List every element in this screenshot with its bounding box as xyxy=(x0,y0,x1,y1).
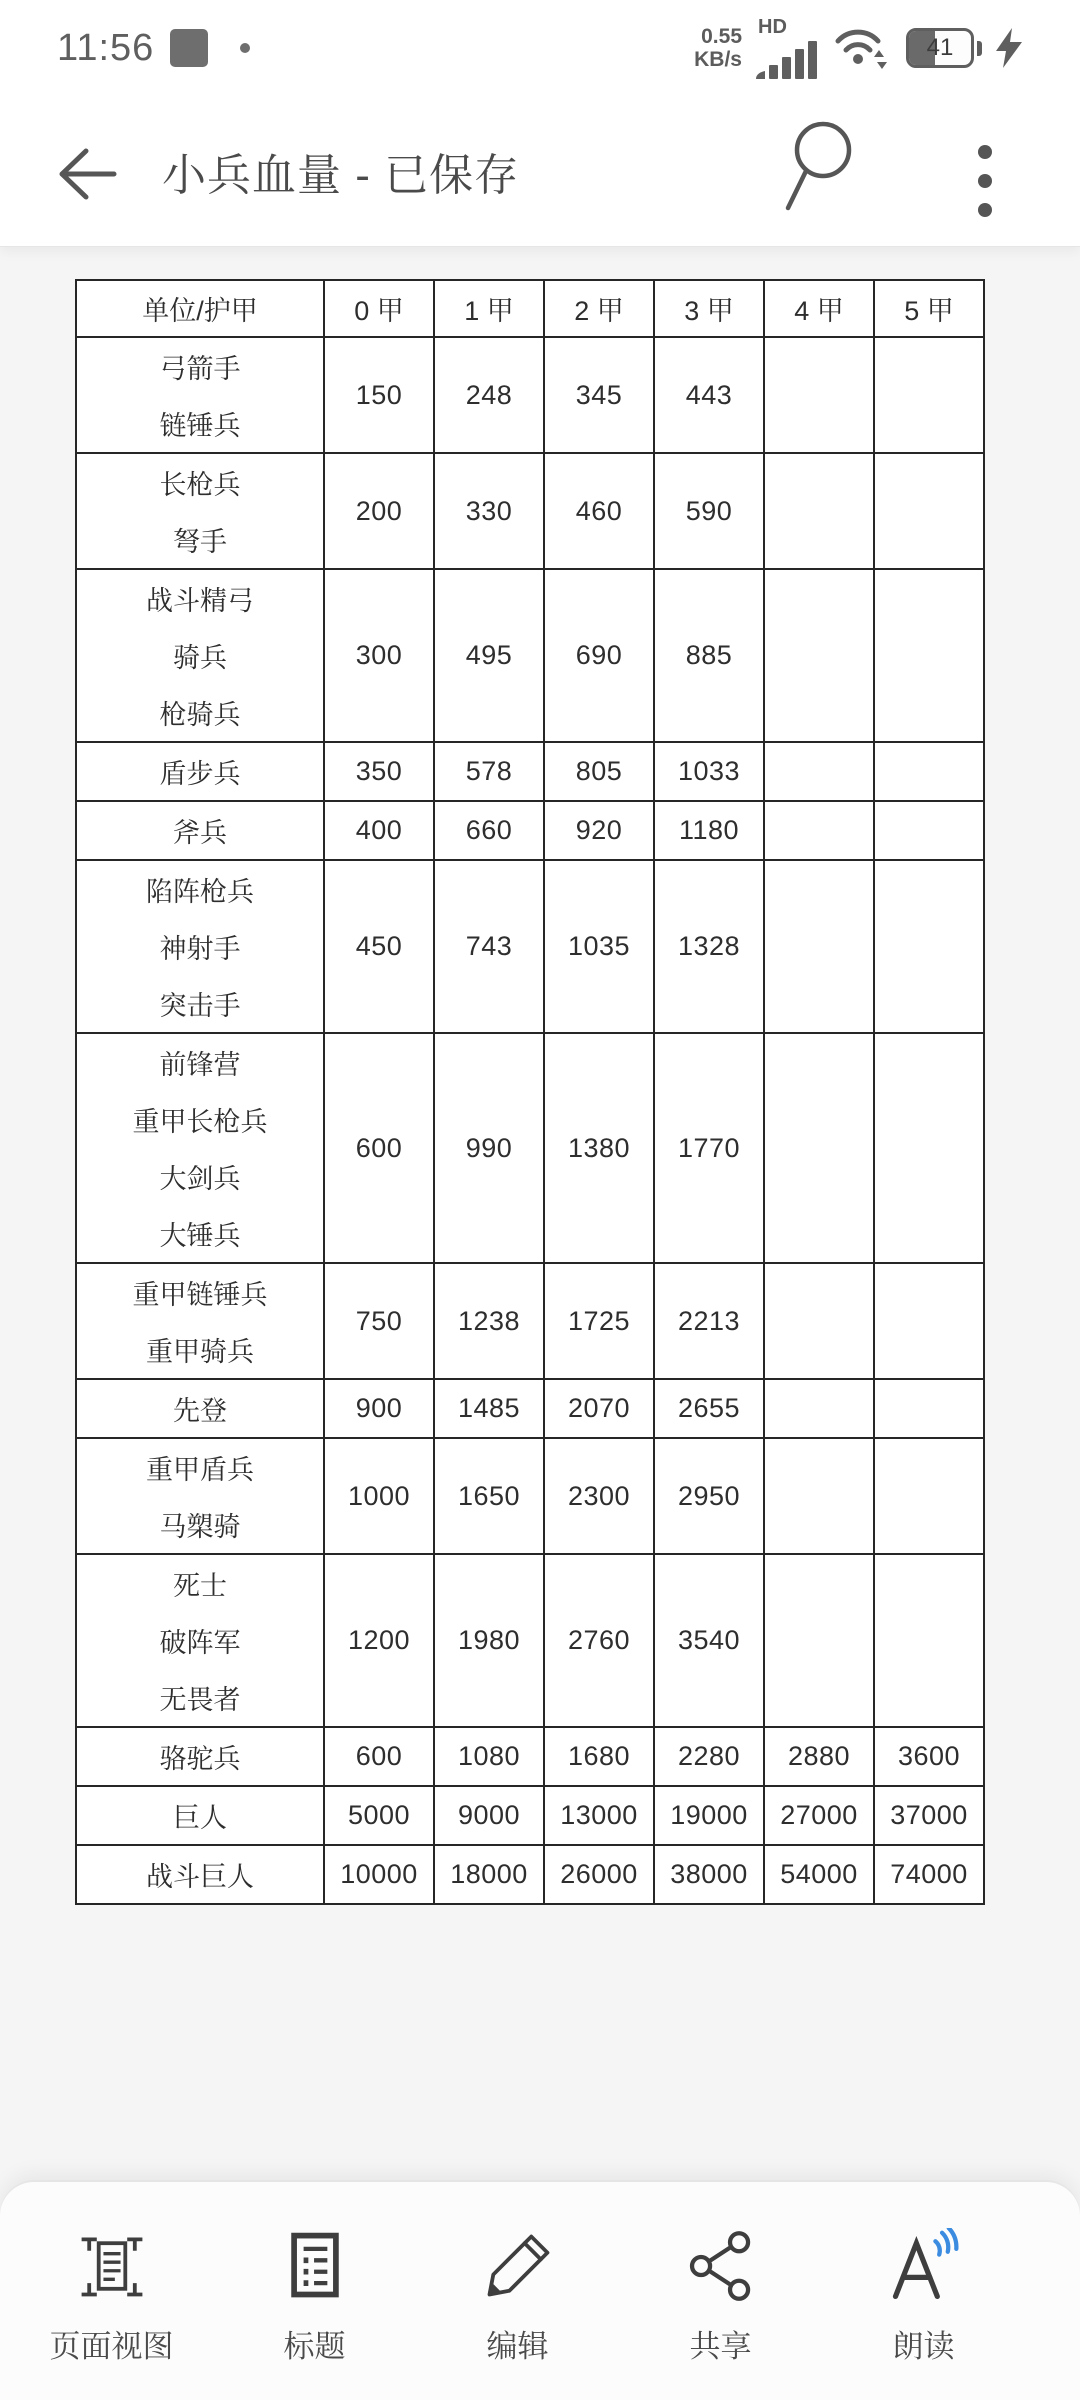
hp-value-cell: 400 xyxy=(324,801,434,860)
armor-column-header: 2 甲 xyxy=(544,280,654,337)
table-row xyxy=(76,1438,984,1554)
armor-column-header: 3 甲 xyxy=(654,280,764,337)
hd-badge: HD xyxy=(758,16,787,38)
battery-percent: 41 xyxy=(926,34,954,61)
read-aloud-icon xyxy=(881,2227,967,2305)
network-speed xyxy=(694,25,742,71)
page-title: 小兵血量 - 已保存 xyxy=(162,151,520,200)
hp-value-cell xyxy=(764,860,874,1033)
hp-value-cell: 920 xyxy=(544,801,654,860)
hp-value-cell: 600 xyxy=(324,1033,434,1263)
hp-value-cell: 495 xyxy=(434,569,544,742)
hp-value-cell: 5000 xyxy=(324,1786,434,1845)
table-row xyxy=(76,569,984,742)
unit-name: 大锤兵 xyxy=(159,1221,241,1251)
table-row xyxy=(76,742,984,801)
toolbar-item-label: 编辑 xyxy=(486,2328,549,2364)
unit-cell xyxy=(76,1554,324,1727)
unit-name: 弩手 xyxy=(173,527,227,557)
battery-nub xyxy=(977,41,982,56)
toolbar-item-edit[interactable] xyxy=(416,2202,619,2390)
unit-name: 盾步兵 xyxy=(159,759,241,789)
status-left xyxy=(57,0,250,96)
hp-value-cell: 200 xyxy=(324,453,434,569)
unit-cell xyxy=(76,453,324,569)
notification-square-icon xyxy=(170,29,208,67)
unit-name: 马槊骑 xyxy=(159,1512,241,1542)
hp-value-cell: 600 xyxy=(324,1727,434,1786)
hp-value-cell: 26000 xyxy=(544,1845,654,1904)
hp-value-cell: 54000 xyxy=(764,1845,874,1904)
armor-column-header: 1 甲 xyxy=(434,280,544,337)
hp-value-cell xyxy=(764,337,874,453)
hp-value-cell: 3540 xyxy=(654,1554,764,1727)
unit-name: 长枪兵 xyxy=(159,470,241,500)
unit-name: 战斗巨人 xyxy=(146,1862,254,1892)
table-row xyxy=(76,1033,984,1263)
unit-name: 重甲骑兵 xyxy=(146,1337,254,1367)
hp-value-cell: 750 xyxy=(324,1263,434,1379)
hp-value-cell xyxy=(764,453,874,569)
charging-bolt-icon xyxy=(996,28,1022,68)
hp-value-cell: 1680 xyxy=(544,1727,654,1786)
unit-name: 重甲链锤兵 xyxy=(132,1280,268,1310)
hp-value-cell: 2213 xyxy=(654,1263,764,1379)
hp-value-cell: 1180 xyxy=(654,801,764,860)
unit-name: 破阵军 xyxy=(159,1628,241,1658)
unit-cell xyxy=(76,1379,324,1438)
share-icon xyxy=(683,2227,759,2305)
wifi-icon xyxy=(834,25,892,71)
hp-value-cell xyxy=(874,569,984,742)
hp-value-cell xyxy=(874,453,984,569)
table-row xyxy=(76,860,984,1033)
unit-name: 神射手 xyxy=(159,934,241,964)
unit-name: 先登 xyxy=(173,1396,227,1426)
hp-value-cell: 1725 xyxy=(544,1263,654,1379)
hp-value-cell xyxy=(874,1033,984,1263)
unit-cell xyxy=(76,1845,324,1904)
unit-cell xyxy=(76,1033,324,1263)
table-row xyxy=(76,1263,984,1379)
app-bar xyxy=(0,96,1080,246)
unit-cell xyxy=(76,569,324,742)
hp-value-cell: 2950 xyxy=(654,1438,764,1554)
unit-name: 重甲长枪兵 xyxy=(132,1107,268,1137)
hp-value-cell: 1035 xyxy=(544,860,654,1033)
toolbar-item-read-aloud[interactable] xyxy=(822,2202,1025,2390)
hp-value-cell: 1200 xyxy=(324,1554,434,1727)
hp-value-cell xyxy=(874,1554,984,1727)
hp-value-cell: 1033 xyxy=(654,742,764,801)
hp-value-cell xyxy=(874,1379,984,1438)
unit-name: 死士 xyxy=(173,1571,227,1601)
unit-name: 枪骑兵 xyxy=(159,700,241,730)
hp-value-cell xyxy=(764,801,874,860)
network-speed-value: 0.55 xyxy=(701,25,742,48)
unit-name: 大剑兵 xyxy=(159,1164,241,1194)
signal-bars-icon xyxy=(756,39,820,79)
battery-icon xyxy=(906,28,982,68)
unit-cell xyxy=(76,337,324,453)
hp-value-cell: 460 xyxy=(544,453,654,569)
status-right xyxy=(694,0,1022,96)
unit-name: 战斗精弓 xyxy=(146,586,254,616)
hp-value-cell: 900 xyxy=(324,1379,434,1438)
hp-value-cell: 805 xyxy=(544,742,654,801)
unit-name: 无畏者 xyxy=(159,1685,241,1715)
hp-value-cell: 13000 xyxy=(544,1786,654,1845)
network-speed-unit: KB/s xyxy=(694,48,742,71)
table-row xyxy=(76,1379,984,1438)
table-row xyxy=(76,337,984,453)
toolbar-item-outline[interactable] xyxy=(213,2202,416,2390)
toolbar-item-label: 朗读 xyxy=(892,2328,955,2364)
unit-name: 突击手 xyxy=(159,991,241,1021)
document-canvas[interactable] xyxy=(0,246,1080,2156)
battery-body xyxy=(906,28,974,68)
hp-value-cell: 300 xyxy=(324,569,434,742)
clock: 11:56 xyxy=(57,26,155,69)
menu-dot-icon xyxy=(978,203,992,217)
back-button[interactable] xyxy=(44,132,128,216)
hp-value-cell: 590 xyxy=(654,453,764,569)
hp-value-cell: 885 xyxy=(654,569,764,742)
toolbar-item-label: 共享 xyxy=(689,2328,752,2364)
signal-strength-icon xyxy=(756,17,820,79)
hp-value-cell: 38000 xyxy=(654,1845,764,1904)
search-icon xyxy=(780,120,852,232)
unit-cell xyxy=(76,1438,324,1554)
hp-value-cell: 1485 xyxy=(434,1379,544,1438)
hp-value-cell xyxy=(764,1033,874,1263)
toolbar-item-page-view[interactable] xyxy=(10,2202,213,2390)
notification-dot-icon xyxy=(240,43,250,53)
unit-hp-table xyxy=(75,279,985,1905)
toolbar-item-label: 标题 xyxy=(283,2328,346,2364)
hp-value-cell: 2070 xyxy=(544,1379,654,1438)
hp-value-cell: 10000 xyxy=(324,1845,434,1904)
hp-value-cell xyxy=(764,1438,874,1554)
hp-value-cell: 690 xyxy=(544,569,654,742)
outline-icon xyxy=(277,2227,353,2305)
armor-column-header: 0 甲 xyxy=(324,280,434,337)
hp-value-cell: 450 xyxy=(324,860,434,1033)
hp-value-cell xyxy=(764,1379,874,1438)
hp-value-cell: 1380 xyxy=(544,1033,654,1263)
hp-value-cell xyxy=(764,1263,874,1379)
hp-value-cell: 2280 xyxy=(654,1727,764,1786)
status-bar xyxy=(0,0,1080,96)
hp-value-cell: 1000 xyxy=(324,1438,434,1554)
hp-value-cell xyxy=(874,1263,984,1379)
hp-value-cell: 2655 xyxy=(654,1379,764,1438)
hp-value-cell: 345 xyxy=(544,337,654,453)
unit-name: 弓箭手 xyxy=(159,354,241,384)
unit-cell xyxy=(76,1786,324,1845)
unit-name: 巨人 xyxy=(173,1803,227,1833)
bottom-toolbar xyxy=(0,2182,1080,2400)
hp-value-cell: 2760 xyxy=(544,1554,654,1727)
hp-value-cell xyxy=(764,742,874,801)
unit-cell xyxy=(76,1727,324,1786)
hp-value-cell: 743 xyxy=(434,860,544,1033)
table-row xyxy=(76,1727,984,1786)
hp-value-cell xyxy=(874,337,984,453)
table-row xyxy=(76,453,984,569)
unit-name: 斧兵 xyxy=(173,818,227,848)
hp-value-cell: 37000 xyxy=(874,1786,984,1845)
unit-armor-header: 单位/护甲 xyxy=(76,280,324,337)
hp-value-cell: 19000 xyxy=(654,1786,764,1845)
unit-name: 链锤兵 xyxy=(159,411,241,441)
unit-name: 重甲盾兵 xyxy=(146,1455,254,1485)
search-button[interactable] xyxy=(756,120,876,240)
hp-value-cell: 150 xyxy=(324,337,434,453)
hp-value-cell xyxy=(874,860,984,1033)
unit-name: 前锋营 xyxy=(159,1050,241,1080)
hp-value-cell: 990 xyxy=(434,1033,544,1263)
table-row xyxy=(76,1845,984,1904)
hp-value-cell xyxy=(764,569,874,742)
overflow-menu-button[interactable] xyxy=(930,121,1040,241)
hp-value-cell: 18000 xyxy=(434,1845,544,1904)
unit-cell xyxy=(76,801,324,860)
armor-column-header: 4 甲 xyxy=(764,280,874,337)
toolbar-item-share[interactable] xyxy=(619,2202,822,2390)
hp-value-cell: 1980 xyxy=(434,1554,544,1727)
hp-value-cell: 1238 xyxy=(434,1263,544,1379)
hp-value-cell xyxy=(874,1438,984,1554)
toolbar-item-label: 页面视图 xyxy=(49,2328,174,2364)
unit-cell xyxy=(76,860,324,1033)
unit-cell xyxy=(76,742,324,801)
hp-value-cell xyxy=(874,742,984,801)
unit-name: 骆驼兵 xyxy=(159,1744,241,1774)
hp-value-cell: 350 xyxy=(324,742,434,801)
table-row xyxy=(76,1786,984,1845)
unit-cell xyxy=(76,1263,324,1379)
hp-value-cell xyxy=(764,1554,874,1727)
hp-value-cell: 2880 xyxy=(764,1727,874,1786)
hp-value-cell: 1650 xyxy=(434,1438,544,1554)
menu-dot-icon xyxy=(978,174,992,188)
edit-pencil-icon xyxy=(480,2227,556,2305)
hp-value-cell: 1080 xyxy=(434,1727,544,1786)
hp-value-cell: 74000 xyxy=(874,1845,984,1904)
hp-value-cell xyxy=(874,801,984,860)
back-arrow-icon xyxy=(48,136,124,212)
table-header-row xyxy=(76,280,984,337)
menu-dot-icon xyxy=(978,145,992,159)
hp-value-cell: 1328 xyxy=(654,860,764,1033)
hp-value-cell: 1770 xyxy=(654,1033,764,1263)
hp-value-cell: 330 xyxy=(434,453,544,569)
unit-name: 陷阵枪兵 xyxy=(146,877,254,907)
hp-value-cell: 660 xyxy=(434,801,544,860)
hp-value-cell: 3600 xyxy=(874,1727,984,1786)
table-row xyxy=(76,1554,984,1727)
hp-value-cell: 443 xyxy=(654,337,764,453)
table-row xyxy=(76,801,984,860)
hp-value-cell: 578 xyxy=(434,742,544,801)
unit-name: 骑兵 xyxy=(173,643,227,673)
page-view-icon xyxy=(74,2227,150,2305)
hp-value-cell: 248 xyxy=(434,337,544,453)
top-chrome xyxy=(0,0,1080,246)
hp-value-cell: 9000 xyxy=(434,1786,544,1845)
hp-value-cell: 27000 xyxy=(764,1786,874,1845)
armor-column-header: 5 甲 xyxy=(874,280,984,337)
hp-value-cell: 2300 xyxy=(544,1438,654,1554)
